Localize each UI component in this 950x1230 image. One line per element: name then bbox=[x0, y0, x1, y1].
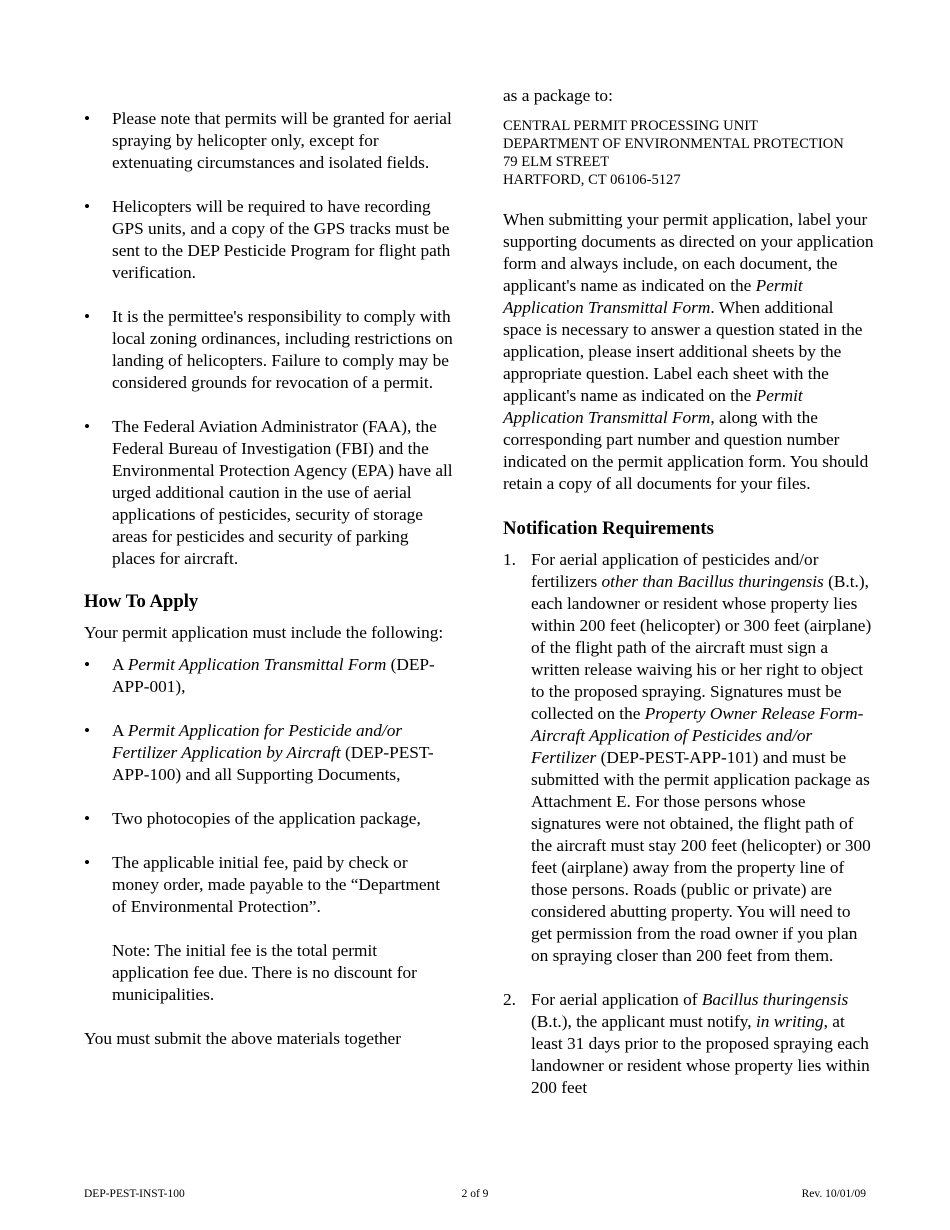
list-item: • The Federal Aviation Administrator (FAA), the Federal Bureau of Investigation (FBI) and the Environmental Protection Agency (EPA) have all urged additional caution in the use of aerial applications of pesticides, security of storage areas for pesticides and security of parking places for aircraft. bbox=[84, 416, 456, 570]
address-line: 79 ELM STREET bbox=[503, 154, 610, 170]
fee-note: Note: The initial fee is the total permit application fee due. There is no discount for municipalities. bbox=[112, 941, 417, 1004]
address-line: DEPARTMENT OF ENVIRONMENTAL PROTECTION bbox=[503, 136, 844, 152]
address-line: HARTFORD, CT 06106-5127 bbox=[503, 172, 681, 188]
footer-revision: Rev. 10/01/09 bbox=[801, 1188, 866, 1200]
list-item: 1. For aerial application of pesticides and/or fertilizers other than Bacillus thuringensis (B.t.), each landowner or resident whose property lies within 200 feet (helicopter) or 300 feet (airplane) of the flight path of the aircraft must sign a written release waiving his or her right to object to the proposed spraying. Signatures must be collected on the Property Owner Release Form-Aircraft Application of Pesticides and/or Fertilizer (DEP-PEST-APP-101) and must be submitted with the permit application package as Attachment E. For those persons whose signatures were not obtained, the flight path of the aircraft must stay 200 feet (helicopter) or 300 feet (airplane) away from the property line of those persons. Roads (public or private) are considered abutting property. You will need to get permission from the road owner if you plan on spraying closer than 200 feet from them. bbox=[503, 550, 872, 965]
left-column bbox=[84, 82, 456, 1050]
list-item: • The applicable initial fee, paid by check or money order, made payable to the “Department of Environmental Protection”. Note: The initial fee is the total permit application fee due. There is no discount for municipalities. bbox=[84, 852, 456, 1006]
list-number: 2. bbox=[503, 990, 516, 1009]
how-to-apply-heading: How To Apply bbox=[84, 591, 199, 612]
list-item: • Please note that permits will be granted for aerial spraying by helicopter only, except for extenuating circumstances and isolated fields. bbox=[84, 108, 456, 174]
list-item: 2. For aerial application of Bacillus thuringensis (B.t.), the applicant must notify, in writing, at least 31 days prior to the proposed spraying each landowner or resident whose property lies within 200 feet bbox=[503, 990, 870, 1097]
labeling-paragraph: When submitting your permit application, label your supporting documents as directed on your application form and always include, on each document, the applicant's name as indicated on the Permit Application Transmittal Form. When additional space is necessary to answer a question stated in the application, please insert additional sheets by the appropriate question. Label each sheet with the applicant's name as indicated on the Permit Application Transmittal Form, along with the corresponding part number and question number indicated on the permit application form. You should retain a copy of all documents for your files. bbox=[503, 210, 874, 493]
list-item: • Two photocopies of the application package, bbox=[84, 808, 456, 830]
how-to-apply-intro: Your permit application must include the following: bbox=[84, 623, 444, 642]
notification-heading: Notification Requirements bbox=[503, 518, 714, 539]
aerial-notes-list bbox=[84, 108, 456, 570]
list-item: • A Permit Application Transmittal Form (DEP-APP-001), bbox=[84, 654, 456, 698]
footer-doc-id: DEP-PEST-INST-100 bbox=[84, 1188, 185, 1200]
submit-continuation: as a package to: bbox=[503, 86, 613, 105]
notification-list bbox=[503, 549, 875, 1099]
list-item: • A Permit Application for Pesticide and/or Fertilizer Application by Aircraft (DEP-PEST-APP-100) and all Supporting Documents, bbox=[84, 720, 456, 786]
submit-paragraph: You must submit the above materials together bbox=[84, 1029, 401, 1048]
footer-page-number: 2 of 9 bbox=[461, 1188, 489, 1200]
list-item: • It is the permittee's responsibility to comply with local zoning ordinances, including restrictions on landing of helicopters. Failure to comply may be considered grounds for revocation of a permit. bbox=[84, 306, 456, 394]
address-line: CENTRAL PERMIT PROCESSING UNIT bbox=[503, 118, 759, 134]
mailing-address bbox=[503, 117, 875, 189]
list-number: 1. bbox=[503, 550, 516, 569]
application-contents-list bbox=[84, 654, 456, 1006]
list-item: • Helicopters will be required to have recording GPS units, and a copy of the GPS tracks must be sent to the DEP Pesticide Program for flight path verification. bbox=[84, 196, 456, 284]
right-column bbox=[503, 82, 875, 1099]
